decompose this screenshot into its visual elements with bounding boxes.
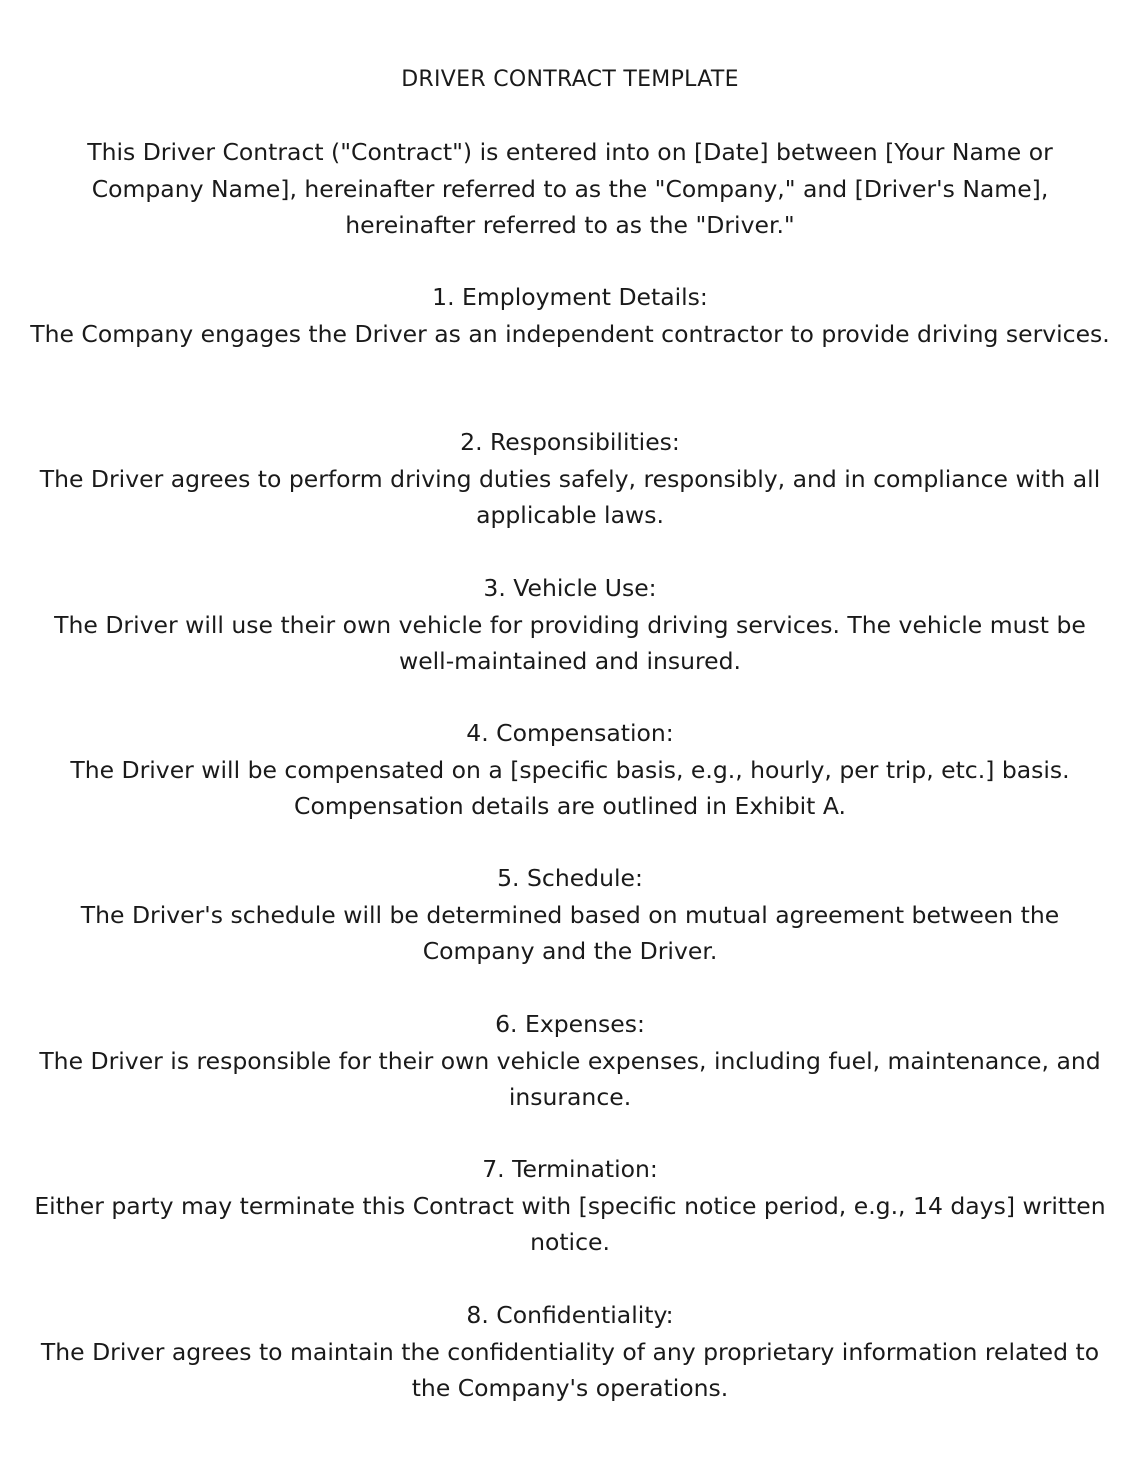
section-body: The Driver will be compensated on a [specific basis, e.g., hourly, per trip, etc.] basis. Compensation details are outlined in Exhibit A.: [70, 755, 1070, 820]
section-body: The Driver agrees to maintain the confidentiality of any proprietary information related to the Company's operations.: [40, 1337, 1100, 1402]
document-title: DRIVER CONTRACT TEMPLATE: [401, 67, 739, 92]
section-heading: 5. Schedule:: [497, 864, 643, 892]
section-body: Either party may terminate this Contract with [specific notice period, e.g., 14 days] written notice.: [34, 1191, 1106, 1256]
section-heading: 7. Termination:: [482, 1155, 658, 1183]
section-heading: 4. Compensation:: [466, 719, 674, 747]
section-body: The Driver will use their own vehicle for providing driving services. The vehicle must be well-maintained and insured.: [54, 610, 1086, 675]
section-vehicle-use: [30, 570, 1110, 680]
section-employment-details: [30, 279, 1110, 352]
section-responsibilities: [30, 424, 1110, 534]
section-body: The Driver agrees to perform driving duties safely, responsibly, and in compliance with all applicable laws.: [39, 464, 1101, 529]
section-heading: 3. Vehicle Use:: [483, 574, 657, 602]
section-body: The Driver is responsible for their own vehicle expenses, including fuel, maintenance, and insurance.: [39, 1046, 1101, 1111]
section-body: The Company engages the Driver as an independent contractor to provide driving services.: [30, 319, 1110, 348]
section-heading: 8. Confidentiality:: [466, 1301, 674, 1329]
section-heading: 2. Responsibilities:: [460, 428, 680, 456]
section-heading: 6. Expenses:: [495, 1010, 645, 1038]
section-heading: 1. Employment Details:: [432, 283, 708, 311]
section-schedule: [30, 860, 1110, 970]
section-confidentiality: [30, 1297, 1110, 1407]
intro-paragraph: This Driver Contract ("Contract") is entered into on [Date] between [Your Name or Company Name], hereinafter referred to as the "Company," and [Driver's Name], hereinafter referred to as the "Driver.": [87, 138, 1053, 239]
section-expenses: [30, 1006, 1110, 1116]
section-compensation: [30, 715, 1110, 825]
section-body: The Driver's schedule will be determined based on mutual agreement between the Company and the Driver.: [80, 900, 1060, 965]
section-termination: [30, 1151, 1110, 1261]
